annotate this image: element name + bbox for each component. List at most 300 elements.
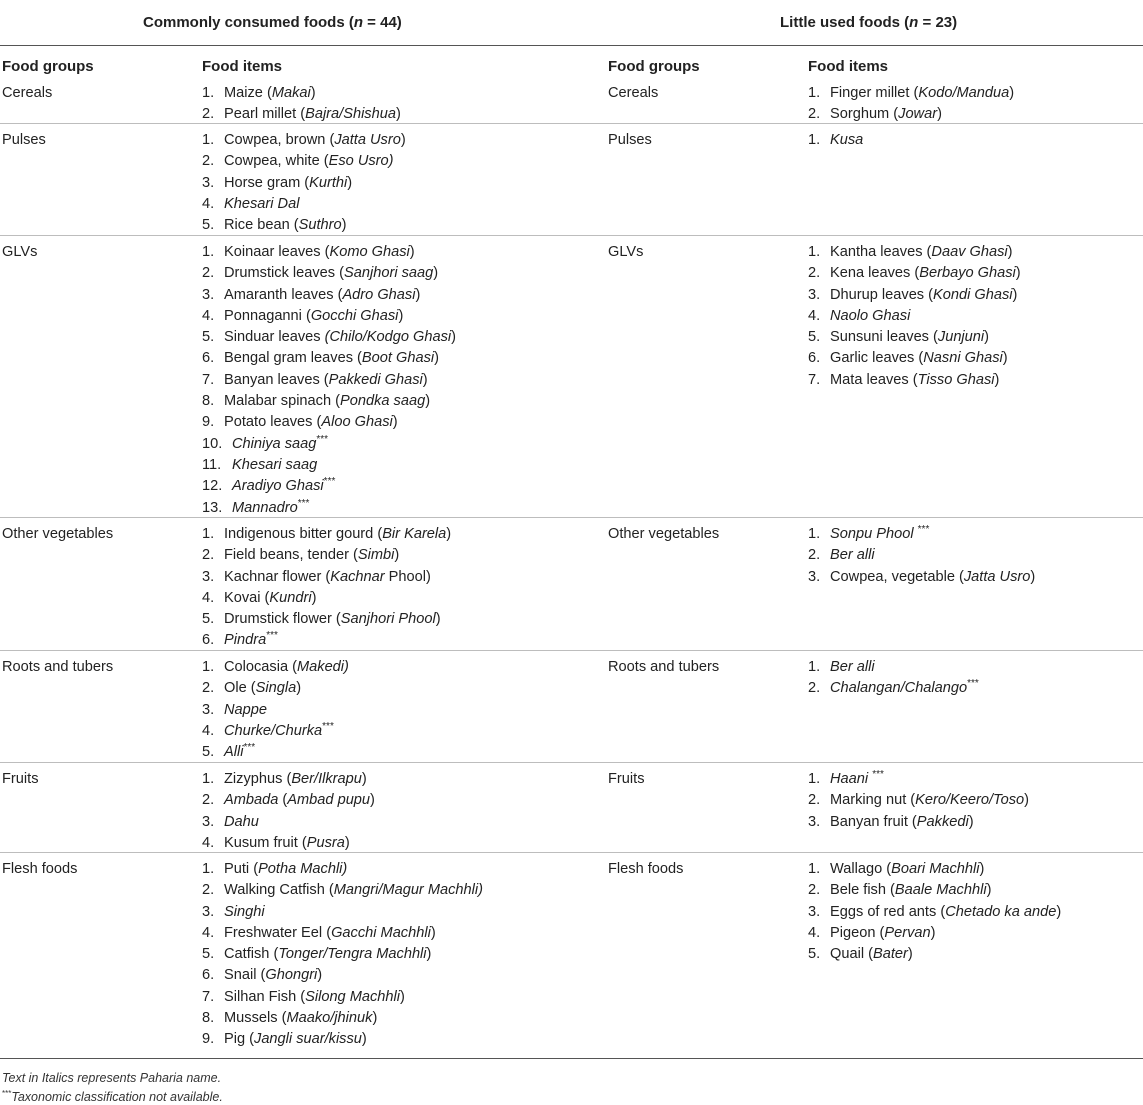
paharia-name: Singhi	[224, 903, 265, 920]
paharia-name: Gacchi Machhli	[331, 924, 431, 941]
food-item	[808, 657, 979, 678]
food-item	[808, 524, 1035, 545]
taxonomy-note-mark: ***	[316, 433, 329, 445]
item-number: 1.	[202, 244, 215, 260]
item-text: )	[984, 329, 990, 346]
item-number: 2.	[202, 265, 215, 282]
right-food-group: Fruits	[608, 771, 645, 787]
footnote-italics: Text in Italics represents Paharia name.	[2, 1071, 222, 1085]
paharia-name: Pindra	[224, 632, 267, 649]
item-text: Finger millet (	[830, 85, 919, 101]
paharia-name: Singla	[255, 680, 297, 697]
item-text: )	[1015, 265, 1021, 282]
paharia-name: Pervan	[884, 924, 931, 941]
item-number: 3.	[202, 701, 215, 718]
food-item	[808, 327, 1021, 348]
item-text: Drumstick leaves (	[224, 265, 345, 282]
food-item	[202, 700, 349, 721]
left-food-items-list	[202, 657, 349, 763]
item-number: 2.	[808, 106, 821, 123]
food-item	[202, 391, 456, 412]
food-item	[202, 965, 483, 986]
left-food-items-list	[202, 859, 483, 1051]
food-item	[202, 434, 456, 455]
paharia-name: Chiniya saag	[232, 435, 317, 452]
item-text: Bele fish (	[830, 882, 895, 899]
food-item	[202, 263, 456, 284]
food-item	[808, 567, 1035, 588]
item-number: 3.	[202, 286, 215, 303]
left-food-items-list	[202, 242, 456, 519]
paharia-name: Nasni Ghasi	[923, 350, 1003, 367]
paharia-name: Bater	[872, 946, 908, 963]
item-number: 1.	[202, 771, 215, 787]
item-number: 2.	[202, 882, 215, 899]
item-text: )	[1009, 85, 1015, 101]
left-col-items-header: Food items	[202, 58, 283, 75]
food-item	[202, 987, 483, 1008]
paharia-name: Nappe	[224, 701, 268, 718]
right-food-group: Other vegetables	[608, 526, 720, 542]
item-number: 4.	[202, 924, 215, 941]
right-food-items-list	[808, 657, 979, 700]
food-item	[202, 790, 375, 811]
left-header-prefix: Commonly consumed foods (	[143, 14, 354, 31]
item-number: 2.	[202, 153, 215, 170]
paharia-name: Maako/jhinuk	[286, 1010, 373, 1027]
item-number: 5.	[808, 946, 821, 963]
item-text: Kovai (	[224, 589, 270, 606]
left-food-group: Cereals	[2, 85, 53, 101]
left-header-n: n	[353, 14, 364, 31]
food-item	[202, 567, 451, 588]
food-item	[202, 83, 401, 104]
item-text: Freshwater Eel (	[224, 924, 332, 941]
paharia-name: Pondka saag	[340, 393, 426, 410]
paharia-name: Kondi Ghasi	[933, 286, 1013, 303]
item-text: )	[296, 680, 302, 697]
item-text: )	[422, 371, 428, 388]
item-text: Eggs of red ants (	[830, 903, 946, 920]
food-item	[808, 812, 1029, 833]
right-col-groups-header: Food groups	[608, 58, 700, 75]
item-text: (	[278, 792, 288, 809]
item-text: Pigeon (	[830, 924, 885, 941]
item-number: 6.	[202, 632, 215, 649]
paharia-name: Kachnar	[330, 568, 385, 585]
paharia-name: Jatta Usro	[334, 132, 401, 148]
left-table-header	[143, 14, 402, 31]
paharia-name: Mangri/Magur Machhli)	[333, 882, 483, 899]
item-number: 9.	[202, 1031, 215, 1048]
item-text: Kusum fruit (	[224, 834, 307, 851]
paharia-name: Jowar	[898, 106, 938, 123]
right-header-suffix: = 23)	[918, 14, 958, 31]
item-text: )	[341, 217, 347, 234]
row-divider	[0, 762, 1143, 763]
left-food-group: GLVs	[2, 244, 38, 260]
item-text: Kachnar flower (	[224, 568, 331, 585]
item-text: Field beans, tender (	[224, 547, 358, 564]
food-item	[808, 923, 1061, 944]
item-text: Walking Catfish (	[224, 882, 334, 899]
item-number: 1.	[808, 526, 821, 542]
right-food-items-list	[808, 242, 1021, 391]
right-food-group: Cereals	[608, 85, 659, 101]
item-number: 1.	[202, 659, 215, 675]
food-item	[202, 1029, 483, 1050]
item-number: 6.	[808, 350, 821, 367]
item-text: Colocasia (	[224, 659, 297, 675]
food-item	[808, 944, 1061, 965]
item-text: )	[317, 967, 323, 984]
food-item	[202, 455, 456, 476]
paharia-name: Pusra	[306, 834, 345, 851]
item-text: )	[398, 307, 404, 324]
item-text: Potato leaves (	[224, 414, 322, 431]
item-text: Snail (	[224, 967, 266, 984]
item-text: )	[400, 988, 405, 1005]
food-item	[202, 498, 456, 519]
item-number: 5.	[202, 329, 215, 346]
food-item	[808, 678, 979, 699]
paharia-name: Tonger/Tengra Machhli	[278, 946, 427, 963]
food-item	[202, 769, 375, 790]
food-item	[202, 524, 451, 545]
food-item	[808, 130, 863, 151]
item-number: 3.	[202, 813, 215, 830]
food-item	[202, 545, 451, 566]
item-text: Koinaar leaves (	[224, 244, 330, 260]
food-item	[202, 812, 375, 833]
item-text: Sunsuni leaves (	[830, 329, 938, 346]
food-item	[808, 104, 1014, 125]
item-text: )	[435, 611, 441, 628]
item-text: Cowpea, brown (	[224, 132, 335, 148]
item-number: 2.	[808, 547, 821, 564]
item-text: )	[930, 924, 936, 941]
food-item	[808, 370, 1021, 391]
food-item	[202, 370, 456, 391]
item-text: Drumstick flower (	[224, 611, 341, 628]
item-number: 2.	[202, 792, 215, 809]
item-text: Quail (	[830, 946, 873, 963]
item-text: Phool)	[384, 568, 431, 585]
item-number: 3.	[202, 568, 215, 585]
paharia-name: Pakkedi	[916, 813, 969, 830]
item-number: 1.	[202, 85, 215, 101]
item-text: Sinduar leaves	[224, 329, 325, 346]
item-text: )	[361, 771, 367, 787]
food-item	[202, 173, 406, 194]
paharia-name: Ghongri	[265, 967, 318, 984]
left-header-suffix: = 44)	[363, 14, 402, 31]
item-text: Cowpea, vegetable (	[830, 568, 964, 585]
item-text: )	[415, 286, 421, 303]
item-number: 8.	[202, 1010, 215, 1027]
right-food-items-list	[808, 130, 863, 151]
paharia-name: Naolo Ghasi	[830, 307, 911, 324]
food-item	[202, 630, 451, 651]
food-item	[808, 902, 1061, 923]
item-number: 1.	[202, 861, 215, 877]
paharia-name: Sanjhori Phool	[340, 611, 436, 628]
food-item	[808, 306, 1021, 327]
paharia-name: (Chilo/Kodgo Ghasi	[324, 329, 452, 346]
item-text: )	[994, 371, 1000, 388]
food-item	[808, 859, 1061, 880]
paharia-name: Simbi	[357, 547, 395, 564]
item-text: )	[344, 834, 350, 851]
paharia-name: Boari Machhli	[891, 861, 980, 877]
food-item	[202, 285, 456, 306]
item-number: 4.	[808, 924, 821, 941]
paharia-name: Pakkedi Ghasi	[328, 371, 423, 388]
item-text: Zizyphus (	[224, 771, 292, 787]
item-number: 3.	[808, 286, 821, 303]
paharia-name: Boot Ghasi	[361, 350, 435, 367]
item-number: 2.	[808, 882, 821, 899]
paharia-name: Ber alli	[830, 547, 875, 564]
paharia-name: Kodo/Mandua	[918, 85, 1010, 101]
item-number: 11.	[202, 456, 222, 473]
paharia-name: Churke/Churka	[224, 722, 323, 739]
paharia-name: Aradiyo Ghasi	[232, 478, 324, 495]
item-number: 7.	[202, 988, 215, 1005]
right-food-items-list	[808, 769, 1029, 833]
item-number: 8.	[202, 393, 215, 410]
paharia-name: Bajra/Shishua	[305, 106, 396, 123]
header-rule	[0, 45, 1143, 46]
item-text: Cowpea, white (	[224, 153, 329, 170]
paharia-name: Ber/Ilkrapu	[291, 771, 362, 787]
item-text: )	[372, 1010, 378, 1027]
taxonomy-note-mark: ***	[917, 524, 930, 536]
paharia-name: Daav Ghasi	[931, 244, 1008, 260]
item-text: )	[347, 174, 353, 191]
right-header-n: n	[909, 14, 919, 31]
footnote-star: ***	[2, 1089, 12, 1098]
paharia-name: Gocchi Ghasi	[310, 307, 399, 324]
item-number: 10.	[202, 435, 223, 452]
item-text: Pig (	[224, 1031, 255, 1048]
left-food-group: Roots and tubers	[2, 659, 114, 675]
right-col-items-header: Food items	[808, 58, 889, 75]
item-text: )	[451, 329, 457, 346]
paharia-name: Jatta Usro	[963, 568, 1031, 585]
row-divider	[0, 852, 1143, 853]
taxonomy-note-mark: ***	[297, 497, 310, 509]
item-text: Rice bean (	[224, 217, 299, 234]
item-text: Marking nut (	[830, 792, 916, 809]
item-number: 2.	[808, 265, 821, 282]
item-text: )	[409, 244, 415, 260]
item-text: )	[1030, 568, 1036, 585]
item-text: Dhurup leaves (	[830, 286, 934, 303]
item-number: 9.	[202, 414, 215, 431]
item-text: )	[1024, 792, 1030, 809]
item-number: 1.	[808, 244, 821, 260]
left-food-items-list	[202, 769, 375, 854]
paharia-name: Junjuni	[937, 329, 985, 346]
item-text: Sorghum (	[830, 106, 899, 123]
item-text: Catfish (	[224, 946, 279, 963]
item-text: )	[400, 132, 406, 148]
food-item	[202, 215, 406, 236]
item-text: Maize (	[224, 85, 272, 101]
taxonomy-note-mark: ***	[266, 630, 278, 642]
paharia-name: Tisso Ghasi	[917, 371, 995, 388]
paharia-name: Eso Usro)	[328, 153, 394, 170]
item-text: Banyan fruit (	[830, 813, 917, 830]
food-item	[202, 306, 456, 327]
item-number: 3.	[808, 813, 821, 830]
item-text: )	[446, 526, 452, 542]
left-col-groups-header: Food groups	[2, 58, 94, 75]
paharia-name: Suthro	[298, 217, 342, 234]
item-text: Kantha leaves (	[830, 244, 932, 260]
item-text: )	[426, 946, 432, 963]
paharia-name: Ber alli	[830, 659, 875, 675]
food-item	[202, 151, 406, 172]
item-text: Ole (	[224, 680, 256, 697]
paharia-name: Komo Ghasi	[329, 244, 410, 260]
item-number: 4.	[202, 834, 215, 851]
paharia-name: Potha Machli)	[258, 861, 348, 877]
paharia-name: Baale Machhli	[894, 882, 987, 899]
item-number: 6.	[202, 967, 215, 984]
left-food-group: Pulses	[2, 132, 46, 148]
food-item	[808, 790, 1029, 811]
item-text: Ponnaganni (	[224, 307, 311, 324]
food-item	[202, 721, 349, 742]
item-text: )	[395, 106, 401, 123]
paharia-name: Khesari saag	[232, 456, 318, 473]
left-food-items-list	[202, 524, 451, 652]
item-number: 4.	[202, 195, 215, 212]
paharia-name: Chalangan/Chalango	[830, 680, 968, 697]
food-item	[202, 923, 483, 944]
item-text: )	[394, 547, 400, 564]
right-table-header	[780, 14, 957, 31]
food-item	[202, 859, 483, 880]
item-text: Amaranth leaves (	[224, 286, 343, 303]
right-food-items-list	[808, 859, 1061, 965]
taxonomy-note-mark: ***	[967, 678, 979, 690]
left-food-items-list	[202, 130, 406, 236]
paharia-name: Sanjhori saag	[344, 265, 434, 282]
item-text: )	[1056, 903, 1062, 920]
paharia-name: Mannadro	[232, 499, 298, 516]
item-text: )	[1002, 350, 1008, 367]
item-number: 2.	[202, 106, 215, 123]
row-divider	[0, 517, 1143, 518]
item-number: 2.	[202, 680, 215, 697]
right-food-items-list	[808, 524, 1035, 588]
right-food-group: GLVs	[608, 244, 644, 260]
row-divider	[0, 235, 1143, 236]
item-text: Horse gram (	[224, 174, 310, 191]
item-text: )	[433, 265, 439, 282]
food-item	[202, 944, 483, 965]
food-item	[808, 242, 1021, 263]
item-text: Kena leaves (	[830, 265, 920, 282]
food-item	[202, 327, 456, 348]
item-text: )	[430, 924, 436, 941]
food-item	[202, 742, 349, 763]
item-number: 4.	[202, 307, 215, 324]
item-number: 4.	[202, 722, 215, 739]
bottom-rule	[0, 1058, 1143, 1059]
item-number: 4.	[808, 307, 821, 324]
item-number: 2.	[808, 792, 821, 809]
right-header-prefix: Little used foods (	[780, 14, 910, 31]
item-text: Mussels (	[224, 1010, 287, 1027]
item-number: 1.	[202, 526, 215, 542]
item-number: 3.	[202, 174, 215, 191]
food-item	[202, 657, 349, 678]
item-text: )	[1007, 244, 1013, 260]
paharia-name: Makai	[271, 85, 311, 101]
paharia-name: Adro Ghasi	[342, 286, 416, 303]
paharia-name: Ambada	[224, 792, 279, 809]
item-number: 12.	[202, 478, 223, 495]
item-text: Pearl millet (	[224, 106, 306, 123]
item-text: )	[937, 106, 942, 123]
food-item	[808, 285, 1021, 306]
row-divider	[0, 650, 1143, 651]
item-number: 7.	[808, 371, 821, 388]
food-item	[202, 902, 483, 923]
item-number: 5.	[202, 217, 215, 234]
item-text: )	[979, 861, 985, 877]
paharia-name: Khesari Dal	[224, 195, 300, 212]
right-food-group: Roots and tubers	[608, 659, 720, 675]
paharia-name: Ambad pupu	[287, 792, 371, 809]
food-item	[202, 880, 483, 901]
footnote-taxonomy	[2, 1089, 223, 1104]
food-item	[202, 476, 456, 497]
paharia-name: Kurthi	[309, 174, 348, 191]
item-text: )	[425, 393, 431, 410]
item-number: 1.	[808, 771, 821, 787]
item-text: )	[1012, 286, 1018, 303]
item-text: Garlic leaves (	[830, 350, 924, 367]
food-item	[202, 609, 451, 630]
taxonomy-note-mark: ***	[322, 721, 334, 733]
item-number: 5.	[202, 744, 215, 761]
item-text: )	[311, 589, 317, 606]
paharia-name: Dahu	[224, 813, 259, 830]
item-text: Banyan leaves (	[224, 371, 329, 388]
item-number: 5.	[202, 946, 215, 963]
item-number: 3.	[808, 568, 821, 585]
paharia-name: Berbayo Ghasi	[919, 265, 1016, 282]
item-text: )	[986, 882, 992, 899]
paharia-name: Jangli suar/kissu	[254, 1031, 362, 1048]
food-item	[808, 880, 1061, 901]
food-item	[808, 263, 1021, 284]
paharia-name: Silong Machhli	[305, 988, 401, 1005]
item-text: )	[310, 85, 316, 101]
item-text: )	[392, 414, 398, 431]
paharia-name: Makedi)	[297, 659, 349, 675]
item-text: )	[968, 813, 974, 830]
taxonomy-note-mark: ***	[872, 769, 884, 781]
item-number: 2.	[808, 680, 821, 697]
food-item	[202, 412, 456, 433]
paharia-name: Bir Karela	[382, 526, 447, 542]
